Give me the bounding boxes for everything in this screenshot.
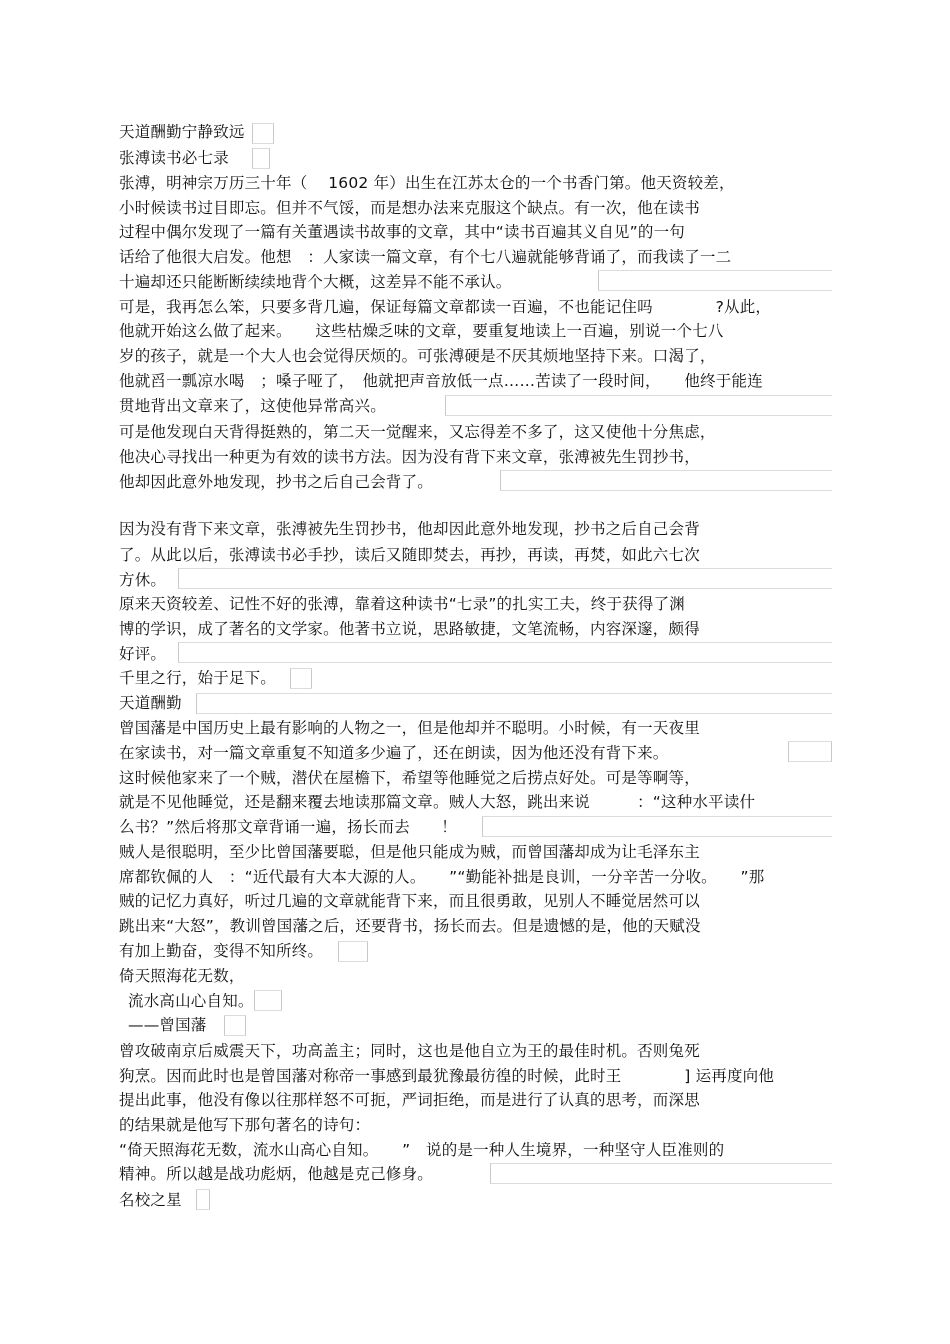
text-line: 曾国藩是中国历史上最有影响的人物之一，但是他却并不聪明。小时候，有一天夜里 xyxy=(119,719,700,737)
text-line: 小时候读书过目即忘。但并不气馁，而是想办法来克服这个缺点。有一次，他在读书 xyxy=(119,199,700,217)
text-line: 贯地背出文章来了，这使他异常高兴。 xyxy=(119,397,386,415)
text-line: 千里之行，始于足下。 xyxy=(119,669,277,687)
text-line: 张溥读书必七录 xyxy=(119,149,229,167)
text-frame xyxy=(252,148,270,169)
text-frame xyxy=(196,693,832,714)
text-frame xyxy=(445,395,832,416)
text-line: 他却因此意外地发现，抄书之后自己会背了。 xyxy=(119,473,434,491)
text-frame xyxy=(178,642,832,663)
text-line: 贼的记忆力真好，听过几遍的文章就能背下来，而且很勇敢，见别人不睡觉居然可以 xyxy=(119,892,700,910)
text-line: 因为没有背下来文章，张溥被先生罚抄书，他却因此意外地发现，抄书之后自己会背 xyxy=(119,520,700,538)
text-line: 十遍却还只能断断续续地背个大概，这差异不能不承认。 xyxy=(119,273,512,291)
text-frame xyxy=(338,941,368,962)
text-line: 倚天照海花无数， xyxy=(119,967,245,985)
text-frame xyxy=(254,990,282,1011)
text-line: 曾攻破南京后威震天下，功高盖主；同时，这也是他自立为王的最佳时机。否则兔死 xyxy=(119,1042,700,1060)
text-line: 可是他发现白天背得挺熟的，第二天一觉醒来，又忘得差不多了，这又使他十分焦虑， xyxy=(119,423,716,441)
text-frame xyxy=(490,1163,832,1184)
text-frame xyxy=(598,270,832,291)
text-frame xyxy=(178,568,832,589)
text-line: 过程中偶尔发现了一篇有关董遇读书故事的文章，其中“读书百遍其义自见”的一句 xyxy=(119,223,685,241)
text-line: 他就舀一瓢凉水喝 ；嗓子哑了， 他就把声音放低一点……苦读了一段时间， 他终于能连 xyxy=(119,372,763,390)
text-line: 的结果就是他写下那句著名的诗句： xyxy=(119,1116,371,1134)
text-frame xyxy=(788,741,832,762)
text-line: 好评。 xyxy=(119,645,167,663)
text-line: 狗烹。因而此时也是曾国藩对称帝一事感到最犹豫最彷徨的时候，此时王 ] 运再度向他 xyxy=(119,1067,775,1085)
text-line: 流水高山心自知。 xyxy=(128,992,254,1010)
text-line: 天道酬勤宁静致远 xyxy=(119,123,245,141)
text-frame xyxy=(290,668,312,689)
text-line: 在家读书，对一篇文章重复不知道多少遍了，还在朗读，因为他还没有背下来。 xyxy=(119,744,669,762)
text-frame xyxy=(500,470,832,491)
text-line: “倚天照海花无数，流水山高心自知。 ” 说的是一种人生境界，一种坚守人臣准则的 xyxy=(119,1141,725,1159)
text-line: 名校之星 xyxy=(119,1191,182,1209)
text-line: 话给了他很大启发。他想 ：人家读一篇文章，有个七八遍就能够背诵了，而我读了一二 xyxy=(119,248,732,266)
text-line: 了。从此以后，张溥读书必手抄，读后又随即焚去，再抄，再读，再焚，如此六七次 xyxy=(119,546,700,564)
text-line: 张溥，明神宗万历三十年（ 1602 年）出生在江苏太仓的一个书香门第。他天资较差， xyxy=(119,174,735,192)
text-line: ——曾国藩 xyxy=(128,1016,207,1034)
text-line: 席都钦佩的人 ：“近代最有大本大源的人。 ”“勤能补拙是良训，一分辛苦一分收。 ”那 xyxy=(119,868,765,886)
text-line: 可是，我再怎么笨，只要多背几遍，保证每篇文章都读一百遍，不也能记住吗 ?从此， xyxy=(119,298,772,316)
text-line: 么书？”然后将那文章背诵一遍，扬长而去 ！ xyxy=(119,818,457,836)
text-frame xyxy=(224,1015,246,1036)
text-line: 这时候他家来了一个贼，潜伏在屋檐下，希望等他睡觉之后捞点好处。可是等啊等， xyxy=(119,769,700,787)
text-line: 他决心寻找出一种更为有效的读书方法。因为没有背下来文章，张溥被先生罚抄书， xyxy=(119,448,700,466)
text-line: 有加上勤奋，变得不知所终。 xyxy=(119,942,324,960)
text-line: 贼人是很聪明，至少比曾国藩要聪，但是他只能成为贼，而曾国藩却成为让毛泽东主 xyxy=(119,843,700,861)
text-line: 岁的孩子，就是一个大人也会觉得厌烦的。可张溥硬是不厌其烦地坚持下来。口渴了， xyxy=(119,347,716,365)
text-line: 博的学识，成了著名的文学家。他著书立说，思路敏捷，文笔流畅，内容深邃，颇得 xyxy=(119,620,700,638)
text-line: 就是不见他睡觉，还是翻来覆去地读那篇文章。贼人大怒，跳出来说 ：“这种水平读什 xyxy=(119,793,756,811)
text-line: 他就开始这么做了起来。 这些枯燥乏味的文章，要重复地读上一百遍，别说一个七八 xyxy=(119,322,724,340)
text-line: 跳出来“大怒”，教训曾国藩之后，还要背书，扬长而去。但是遗憾的是，他的天赋没 xyxy=(119,917,701,935)
text-frame xyxy=(482,816,832,837)
text-line: 方休。 xyxy=(119,571,167,589)
text-line: 原来天资较差、记性不好的张溥，靠着这种读书“七录”的扎实工夫，终于获得了渊 xyxy=(119,595,685,613)
text-line: 天道酬勤 xyxy=(119,694,182,712)
text-frame xyxy=(196,1189,210,1210)
text-line: 精神。所以越是战功彪炳，他越是克己修身。 xyxy=(119,1165,434,1183)
text-frame xyxy=(252,123,274,144)
text-line: 提出此事，他没有像以往那样怒不可扼，严词拒绝，而是进行了认真的思考，而深思 xyxy=(119,1091,700,1109)
